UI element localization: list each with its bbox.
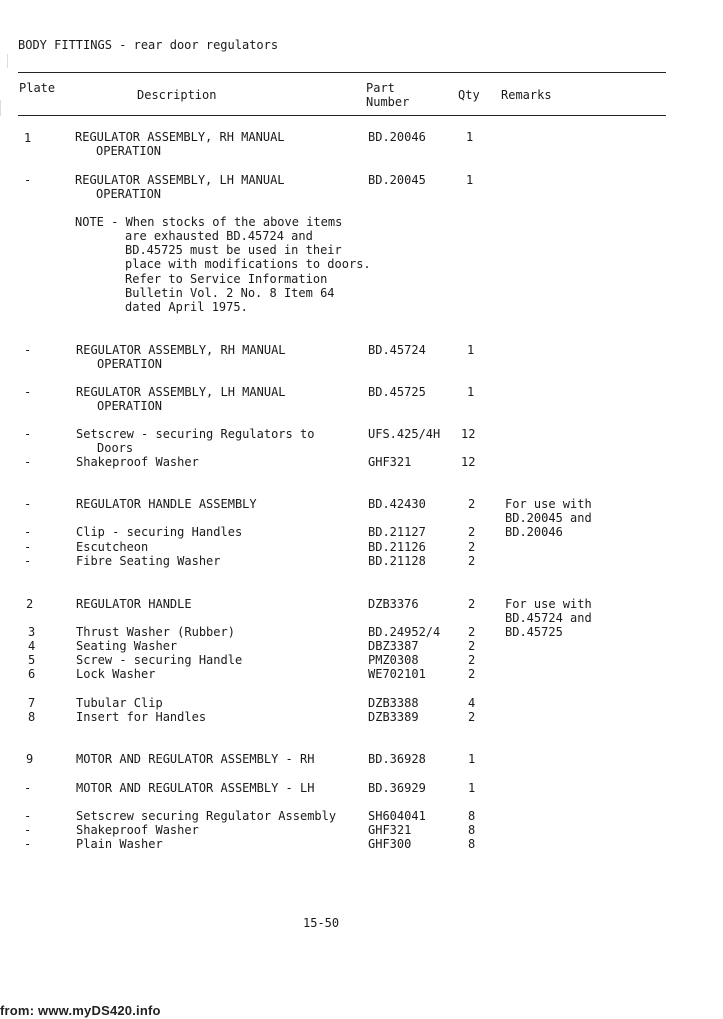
row-description: Escutcheon [76,540,149,554]
remark-line: BD.20046 [505,525,563,539]
row-description-cont: OPERATION [96,144,162,158]
row-qty: 2 [468,597,476,611]
row-qty: 2 [468,540,476,554]
row-description: Fibre Seating Washer [76,554,221,568]
remark-line: For use with [505,497,592,511]
row-qty: 2 [468,625,476,639]
note-line: place with modifications to doors. [125,257,371,271]
row-plate: - [24,525,32,539]
row-part-number: BD.36929 [368,781,426,795]
row-description: Clip - securing Handles [76,525,243,539]
row-qty: 4 [468,696,476,710]
row-plate: - [24,343,32,357]
row-description: Shakeproof Washer [76,823,199,837]
row-plate: - [24,497,32,511]
row-plate: 5 [28,653,36,667]
remark-line: BD.45725 [505,625,563,639]
scan-mark [0,100,1,116]
row-part-number: BD.21126 [368,540,426,554]
row-part-number: DZB3389 [368,710,419,724]
row-qty: 2 [468,525,476,539]
row-description: REGULATOR ASSEMBLY, RH MANUAL [76,343,286,357]
row-qty: 12 [461,427,476,441]
row-plate: - [24,385,32,399]
header-top-rule [18,72,666,73]
row-plate: - [24,455,32,469]
row-qty: 8 [468,809,476,823]
note-line: are exhausted BD.45724 and [125,229,313,243]
row-part-number: DBZ3387 [368,639,419,653]
row-part-number: BD.20045 [368,173,426,187]
row-plate: 9 [26,752,34,766]
row-qty: 1 [467,385,475,399]
page-number: 15-50 [303,916,340,930]
row-description: Shakeproof Washer [76,455,199,469]
row-plate: 7 [28,696,36,710]
row-plate: - [24,554,32,568]
row-description: REGULATOR ASSEMBLY, LH MANUAL [76,385,286,399]
row-description-cont: Doors [97,441,134,455]
row-plate: 8 [28,710,36,724]
row-part-number: WE702101 [368,667,426,681]
row-plate: - [24,540,32,554]
row-qty: 2 [468,554,476,568]
row-description-cont: OPERATION [97,357,163,371]
row-plate: - [24,809,32,823]
row-part-number: BD.45725 [368,385,426,399]
row-qty: 2 [468,710,476,724]
row-part-number: BD.42430 [368,497,426,511]
note-line: BD.45725 must be used in their [125,243,342,257]
row-plate: - [24,823,32,837]
row-description: Setscrew - securing Regulators to [76,427,315,441]
row-plate: 2 [26,597,34,611]
row-qty: 2 [468,653,476,667]
note-line: Refer to Service Information [125,272,328,286]
row-qty: 1 [466,173,474,187]
row-description: Seating Washer [76,639,178,653]
row-description: MOTOR AND REGULATOR ASSEMBLY - LH [76,781,315,795]
page-title: BODY FITTINGS - rear door regulators [18,38,279,52]
row-qty: 8 [468,837,476,851]
row-part-number: DZB3388 [368,696,419,710]
row-description: Insert for Handles [76,710,207,724]
row-part-number: SH604041 [368,809,426,823]
remark-line: BD.20045 and [505,511,592,525]
row-description: Thrust Washer (Rubber) [76,625,235,639]
note-line: Bulletin Vol. 2 No. 8 Item 64 [125,286,335,300]
row-part-number: BD.24952/4 [368,625,441,639]
row-qty: 1 [466,130,474,144]
row-part-number: GHF321 [368,823,412,837]
row-plate: - [24,837,32,851]
row-description: Plain Washer [76,837,163,851]
row-part-number: BD.20046 [368,130,426,144]
row-plate: - [24,173,32,187]
row-description: REGULATOR HANDLE [76,597,192,611]
row-plate: 6 [28,667,36,681]
header-part-line2: Number [366,95,410,109]
scan-mark [7,54,8,68]
row-qty: 2 [468,497,476,511]
row-qty: 2 [468,639,476,653]
row-part-number: GHF300 [368,837,412,851]
row-qty: 2 [468,667,476,681]
row-qty: 1 [468,781,476,795]
row-plate: 3 [28,625,36,639]
row-description: Screw - securing Handle [76,653,243,667]
row-description: REGULATOR ASSEMBLY, RH MANUAL [75,130,285,144]
row-description-cont: OPERATION [97,399,163,413]
row-part-number: BD.21128 [368,554,426,568]
source-footer: from: www.myDS420.info [0,1003,161,1018]
row-qty: 8 [468,823,476,837]
note-first-line: NOTE - When stocks of the above items [75,215,343,229]
row-qty: 1 [467,343,475,357]
row-part-number: BD.36928 [368,752,426,766]
row-part-number: UFS.425/4H [368,427,441,441]
row-description: Tubular Clip [76,696,163,710]
row-description: REGULATOR ASSEMBLY, LH MANUAL [75,173,285,187]
row-description-cont: OPERATION [96,187,162,201]
row-description: REGULATOR HANDLE ASSEMBLY [76,497,257,511]
row-qty: 1 [468,752,476,766]
header-part-line1: Part [366,81,395,95]
header-description: Description [137,88,217,102]
header-bottom-rule [18,115,666,116]
row-description: MOTOR AND REGULATOR ASSEMBLY - RH [76,752,315,766]
header-qty: Qty [458,88,480,102]
row-part-number: BD.45724 [368,343,426,357]
row-part-number: DZB3376 [368,597,419,611]
remark-line: For use with [505,597,592,611]
row-qty: 12 [461,455,476,469]
remark-line: BD.45724 and [505,611,592,625]
header-remarks: Remarks [501,88,552,102]
row-part-number: GHF321 [368,455,412,469]
row-plate: - [24,427,32,441]
row-description: Setscrew securing Regulator Assembly [76,809,337,823]
row-part-number: PMZ0308 [368,653,419,667]
header-plate: Plate [19,81,56,95]
row-plate: 4 [28,639,36,653]
row-plate: - [24,781,32,795]
row-description: Lock Washer [76,667,156,681]
note-line: dated April 1975. [125,300,248,314]
row-plate: 1 [24,131,32,145]
row-part-number: BD.21127 [368,525,426,539]
